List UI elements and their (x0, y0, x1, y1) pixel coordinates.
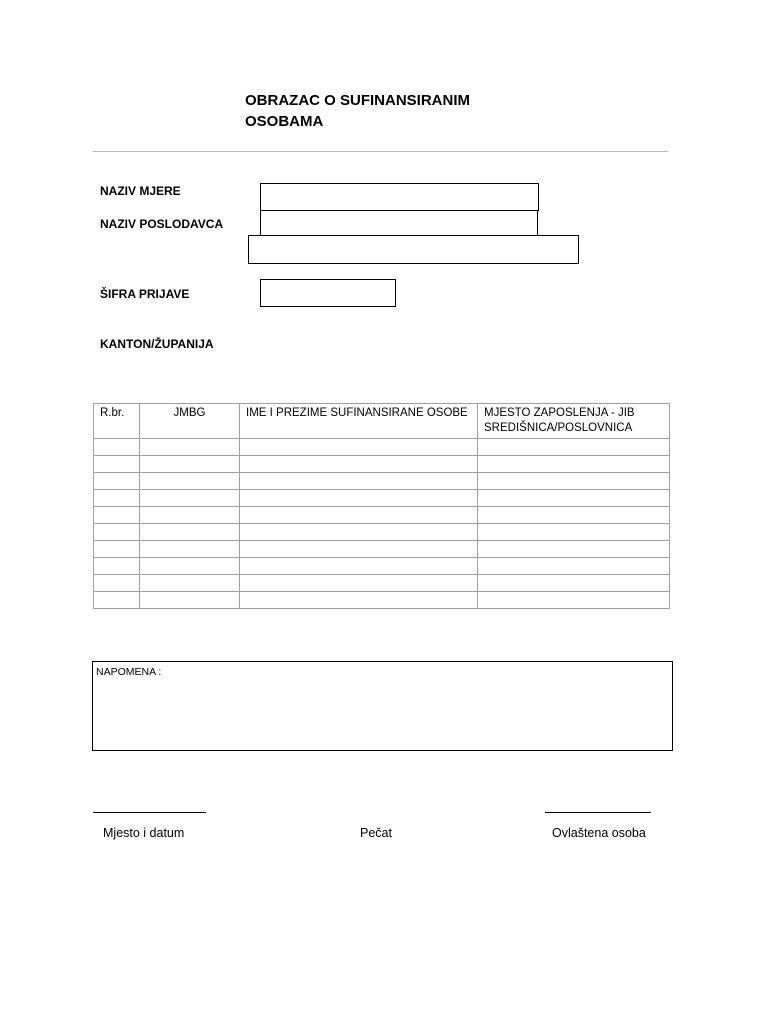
cell-mjesto-zaposlenja[interactable] (478, 558, 670, 575)
table-row (94, 439, 670, 456)
cell-mjesto-zaposlenja[interactable] (478, 456, 670, 473)
cell-rbr[interactable] (94, 473, 140, 490)
cell-rbr[interactable] (94, 439, 140, 456)
naziv-mjere-label: NAZIV MJERE (100, 184, 181, 198)
cell-ime-prezime[interactable] (240, 456, 478, 473)
table-row (94, 456, 670, 473)
cell-rbr[interactable] (94, 507, 140, 524)
cell-rbr[interactable] (94, 456, 140, 473)
cell-ime-prezime[interactable] (240, 592, 478, 609)
cell-ime-prezime[interactable] (240, 507, 478, 524)
title-divider (93, 151, 668, 152)
cell-jmbg[interactable] (140, 473, 240, 490)
table-row (94, 541, 670, 558)
place-date-label: Mjesto i datum (103, 826, 185, 840)
header-jmbg: JMBG (140, 404, 240, 439)
table-row (94, 473, 670, 490)
header-mjesto-zaposlenja: MJESTO ZAPOSLENJA - JIB SREDIŠNICA/POSLOVNICA (478, 404, 670, 439)
header-rbr: R.br. (94, 404, 140, 439)
cell-ime-prezime[interactable] (240, 558, 478, 575)
cell-rbr[interactable] (94, 558, 140, 575)
form-title (245, 90, 470, 132)
cell-jmbg[interactable] (140, 558, 240, 575)
cell-jmbg[interactable] (140, 541, 240, 558)
authorized-signature-line (545, 812, 651, 813)
table-row (94, 490, 670, 507)
kanton-label: KANTON/ŽUPANIJA (100, 337, 214, 351)
cell-mjesto-zaposlenja[interactable] (478, 439, 670, 456)
cell-mjesto-zaposlenja[interactable] (478, 473, 670, 490)
cell-rbr[interactable] (94, 541, 140, 558)
naziv-poslodavca-field-2[interactable] (248, 235, 579, 264)
cell-jmbg[interactable] (140, 439, 240, 456)
cell-rbr[interactable] (94, 524, 140, 541)
cell-mjesto-zaposlenja[interactable] (478, 524, 670, 541)
naziv-mjere-field[interactable] (260, 183, 539, 211)
cell-jmbg[interactable] (140, 507, 240, 524)
cell-ime-prezime[interactable] (240, 575, 478, 592)
table-row (94, 575, 670, 592)
sifra-prijave-field[interactable] (260, 279, 396, 307)
authorized-person-label: Ovlaštena osoba (552, 826, 646, 840)
cell-ime-prezime[interactable] (240, 541, 478, 558)
table-header-row (94, 404, 670, 439)
stamp-label: Pečat (360, 826, 392, 840)
header-ime-prezime: IME I PREZIME SUFINANSIRANE OSOBE (240, 404, 478, 439)
cell-rbr[interactable] (94, 592, 140, 609)
cell-jmbg[interactable] (140, 524, 240, 541)
cell-ime-prezime[interactable] (240, 439, 478, 456)
persons-table (93, 403, 670, 609)
napomena-box[interactable] (92, 661, 673, 751)
cell-ime-prezime[interactable] (240, 490, 478, 507)
cell-jmbg[interactable] (140, 490, 240, 507)
cell-jmbg[interactable] (140, 592, 240, 609)
form-title-line1: OBRAZAC O SUFINANSIRANIM (245, 92, 470, 109)
cell-mjesto-zaposlenja[interactable] (478, 592, 670, 609)
form-title-line2: OSOBAMA (245, 113, 324, 130)
naziv-poslodavca-field[interactable] (260, 210, 538, 236)
cell-jmbg[interactable] (140, 456, 240, 473)
cell-ime-prezime[interactable] (240, 473, 478, 490)
cell-mjesto-zaposlenja[interactable] (478, 575, 670, 592)
cell-mjesto-zaposlenja[interactable] (478, 507, 670, 524)
cell-mjesto-zaposlenja[interactable] (478, 490, 670, 507)
cell-rbr[interactable] (94, 575, 140, 592)
table-row (94, 558, 670, 575)
napomena-label: NAPOMENA : (96, 666, 162, 678)
table-row (94, 524, 670, 541)
cell-ime-prezime[interactable] (240, 524, 478, 541)
cell-rbr[interactable] (94, 490, 140, 507)
table-row (94, 592, 670, 609)
place-date-signature-line (93, 812, 206, 813)
sifra-prijave-label: ŠIFRA PRIJAVE (100, 287, 190, 301)
naziv-poslodavca-label: NAZIV POSLODAVCA (100, 217, 224, 231)
table-row (94, 507, 670, 524)
cell-jmbg[interactable] (140, 575, 240, 592)
cell-mjesto-zaposlenja[interactable] (478, 541, 670, 558)
